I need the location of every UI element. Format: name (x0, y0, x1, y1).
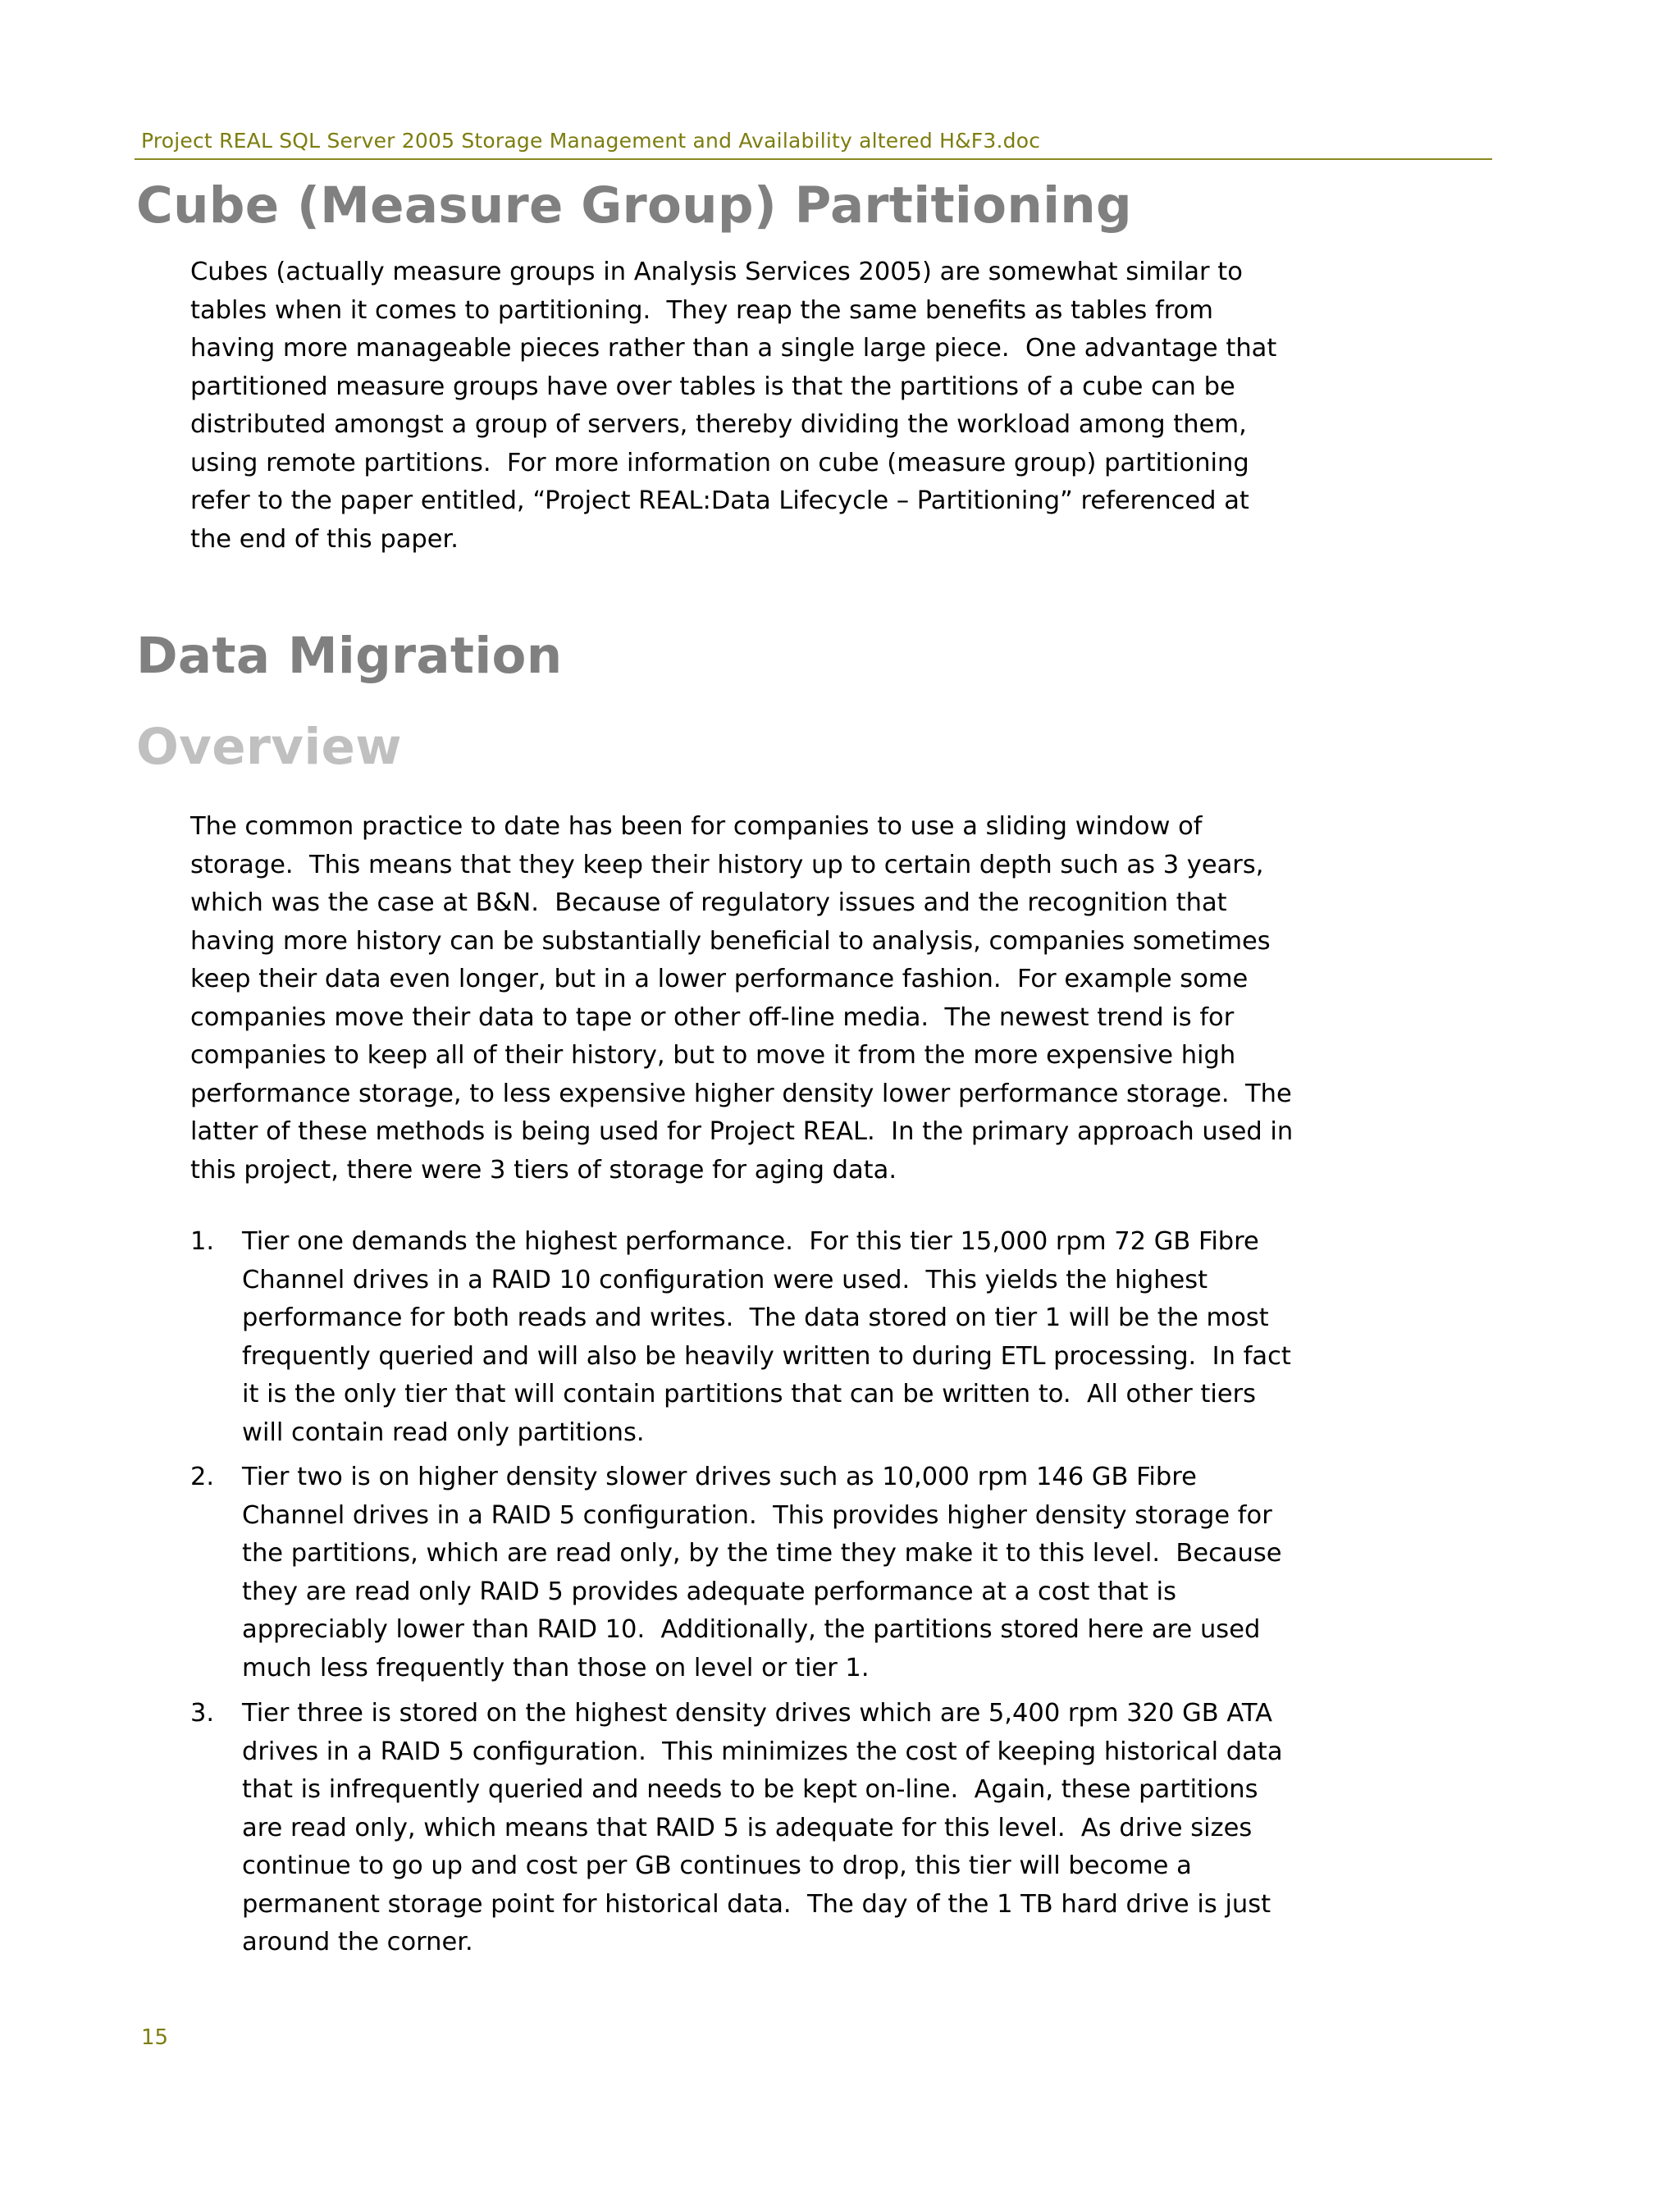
text-line: which was the case at B&N. Because of regulatory issues and the recognition that (190, 888, 1227, 917)
text-line: storage. This means that they keep their history up to certain depth such as 3 years, (190, 850, 1264, 879)
text-line: Tier two is on higher density slower drives such as 10,000 rpm 146 GB Fibre (242, 1463, 1197, 1491)
text-line: having more history can be substantially beneficial to analysis, companies sometimes (190, 926, 1271, 956)
page-number: 15 (141, 2025, 169, 2050)
paragraph-overview (190, 808, 1503, 1189)
text-line: distributed amongst a group of servers, thereby dividing the workload among them, (190, 410, 1247, 439)
text-line: will contain read only partitions. (242, 1418, 645, 1447)
text-line: permanent storage point for historical data. The day of the 1 TB hard drive is just (242, 1889, 1271, 1919)
text-line: Tier one demands the highest performance. For this tier 15,000 rpm 72 GB Fibre (242, 1227, 1259, 1256)
subheading-overview: Overview (136, 718, 402, 776)
text-line: latter of these methods is being used for Project REAL. In the primary approach used in (190, 1117, 1294, 1146)
text-line: having more manageable pieces rather than a single large piece. One advantage that (190, 334, 1277, 363)
text-line: Cubes (actually measure groups in Analysis Services 2005) are somewhat similar to (190, 258, 1243, 286)
text-line: Tier three is stored on the highest density drives which are 5,400 rpm 320 GB ATA (242, 1699, 1273, 1728)
text-line: performance storage, to less expensive higher density lower performance storage. The (190, 1079, 1292, 1108)
text-line: Channel drives in a RAID 5 configuration. This provides higher density storage for (242, 1500, 1272, 1530)
paragraph-cube-partitioning (190, 253, 1503, 559)
text-line: much less frequently than those on level or tier 1. (242, 1653, 870, 1682)
text-line: frequently queried and will also be heavily written to during ETL processing. In fact (242, 1341, 1291, 1371)
text-line: partitioned measure groups have over tables is that the partitions of a cube can be (190, 372, 1235, 401)
text-line: keep their data even longer, but in a lower performance fashion. For example some (190, 965, 1249, 993)
text-line: that is infrequently queried and needs to be kept on-line. Again, these partitions (242, 1775, 1258, 1804)
text-line: around the corner. (242, 1928, 473, 1956)
text-line: continue to go up and cost per GB continues to drop, this tier will become a (242, 1851, 1192, 1880)
text-line: it is the only tier that will contain partitions that can be written to. All other tiers (242, 1380, 1257, 1408)
text-line: refer to the paper entitled, “Project REAL:Data Lifecycle – Partitioning” referenced at (190, 486, 1249, 515)
text-line: the partitions, which are read only, by the time they make it to this level. Because (242, 1539, 1282, 1568)
text-line: they are read only RAID 5 provides adequate performance at a cost that is (242, 1577, 1176, 1606)
text-line: tables when it comes to partitioning. They reap the same benefits as tables from (190, 295, 1213, 325)
text-line: are read only, which means that RAID 5 is adequate for this level. As drive sizes (242, 1813, 1253, 1842)
header-rule (135, 158, 1492, 160)
text-line: this project, there were 3 tiers of storage for aging data. (190, 1155, 897, 1185)
text-line: using remote partitions. For more information on cube (measure group) partitioning (190, 448, 1249, 477)
list-number: 2. (190, 1463, 215, 1491)
running-header: Project REAL SQL Server 2005 Storage Management and Availability altered H&F3.doc (141, 129, 1041, 153)
text-line: performance for both reads and writes. The data stored on tier 1 will be the most (242, 1303, 1269, 1332)
text-line: appreciably lower than RAID 10. Additionally, the partitions stored here are used (242, 1615, 1261, 1644)
text-line: Channel drives in a RAID 10 configuration were used. This yields the highest (242, 1265, 1208, 1294)
heading-cube-partitioning: Cube (Measure Group) Partitioning (136, 176, 1132, 235)
list-number: 1. (190, 1227, 215, 1256)
list-number: 3. (190, 1699, 215, 1728)
text-line: drives in a RAID 5 configuration. This minimizes the cost of keeping historical data (242, 1737, 1283, 1766)
text-line: companies to keep all of their history, but to move it from the more expensive high (190, 1041, 1236, 1070)
heading-data-migration: Data Migration (136, 627, 563, 685)
text-line: companies move their data to tape or other off-line media. The newest trend is for (190, 1002, 1235, 1032)
text-line: the end of this paper. (190, 524, 459, 554)
text-line: The common practice to date has been for companies to use a sliding window of (190, 812, 1203, 841)
